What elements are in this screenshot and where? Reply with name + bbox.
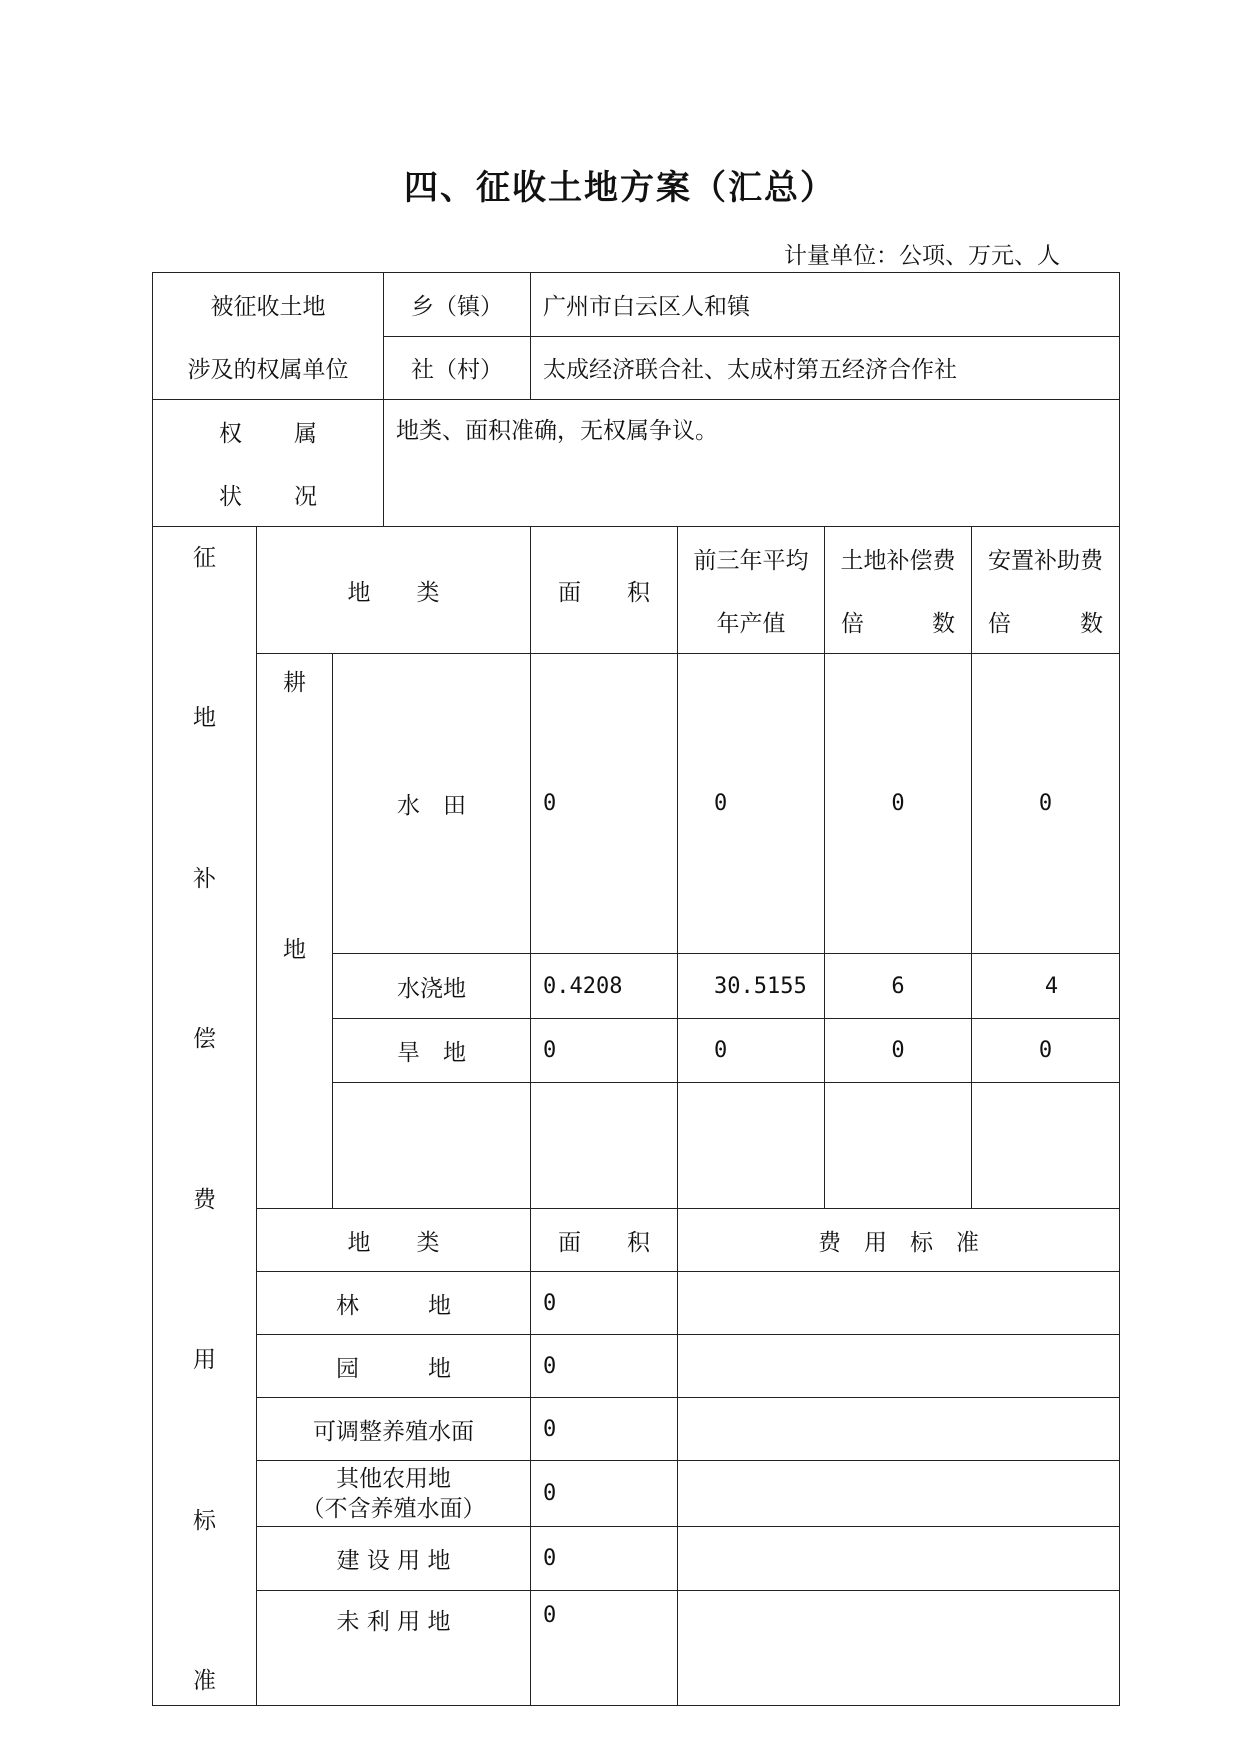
side-label-vertical [153, 527, 256, 1705]
side-label-char: 地 [193, 705, 216, 732]
status-label-cell [153, 400, 384, 527]
unit-label: 计量单位：公项、万元、人 [784, 243, 1060, 269]
side-label-char: 征 [193, 545, 216, 571]
table-row [153, 1527, 1120, 1591]
empty-cell [678, 1083, 825, 1209]
ownership-row-town [153, 273, 1120, 337]
status-row [153, 400, 1120, 527]
area-cell: 0 [531, 1272, 678, 1335]
area-cell: 0 [531, 1461, 678, 1527]
land-type-cell: 未 利 用 地 [257, 1591, 531, 1706]
resettle-multiple-cell: 4 [972, 954, 1120, 1018]
empty-cell [825, 1083, 972, 1209]
empty-cell [972, 1083, 1120, 1209]
header-avg-value-cell [678, 527, 825, 654]
cultivated-label-cell [257, 654, 333, 1209]
village-label: 社（村） [384, 336, 531, 400]
header-resettle-line2-a: 倍 [988, 611, 1011, 637]
table-row [153, 1591, 1120, 1706]
fee-cell [678, 1272, 1120, 1335]
table-row [153, 1272, 1120, 1335]
header-avg-value-line1: 前三年平均 [693, 548, 809, 574]
status-value: 地类、面积准确，无权属争议。 [384, 400, 1120, 527]
table-row [153, 1461, 1120, 1527]
other-land-header-row [153, 1209, 1120, 1272]
side-label-char: 偿 [193, 1026, 216, 1053]
area-cell: 0 [531, 654, 678, 954]
fee-cell [678, 1527, 1120, 1591]
land-type-cell: 建 设 用 地 [257, 1527, 531, 1591]
side-label-char: 标 [193, 1507, 216, 1534]
comp-multiple-cell: 0 [825, 1018, 972, 1082]
village-value: 太成经济联合社、太成村第五经济合作社 [531, 336, 1120, 400]
header2-land-type: 地 类 [257, 1209, 531, 1272]
side-label-char: 准 [193, 1667, 216, 1694]
comp-multiple-cell: 0 [825, 654, 972, 954]
status-label-char: 权 [219, 421, 242, 447]
land-type-cell: 水 田 [333, 654, 531, 954]
area-cell: 0 [531, 1018, 678, 1082]
land-type-cell: 林 地 [257, 1272, 531, 1335]
cultivated-label-char: 地 [283, 937, 306, 963]
land-type-cell: 可调整养殖水面 [257, 1398, 531, 1461]
header-comp-line2-b: 数 [932, 611, 955, 637]
fee-cell [678, 1335, 1120, 1398]
avg-value-cell: 0 [678, 1018, 825, 1082]
side-label-cell [153, 527, 257, 1706]
header-land-type: 地 类 [257, 527, 531, 654]
header2-area: 面 积 [531, 1209, 678, 1272]
table-row [153, 654, 1120, 954]
side-label-char: 补 [193, 865, 216, 892]
empty-cell [531, 1083, 678, 1209]
town-value: 广州市白云区人和镇 [531, 273, 1120, 337]
ownership-label-cell [153, 273, 384, 400]
header-resettle-cell [972, 527, 1120, 654]
land-type-cell [257, 1461, 531, 1527]
side-label-char: 用 [193, 1347, 216, 1374]
header-area: 面 积 [531, 527, 678, 654]
page-title: 四、征收土地方案（汇总） [404, 168, 836, 208]
header-comp-cell [825, 527, 972, 654]
header-comp-line1: 土地补偿费 [840, 548, 956, 574]
header-avg-value-line2: 年产值 [716, 611, 786, 637]
table-row [153, 1335, 1120, 1398]
land-type-line2: （不含养殖水面） [301, 1495, 486, 1522]
fee-cell [678, 1591, 1120, 1706]
comp-multiple-cell: 6 [825, 954, 972, 1018]
land-acquisition-table [152, 272, 1120, 1706]
resettle-multiple-cell: 0 [972, 654, 1120, 954]
header-resettle-line2-b: 数 [1080, 611, 1103, 637]
avg-value-cell: 0 [678, 654, 825, 954]
ownership-label-line1: 被征收土地 [210, 294, 326, 320]
resettle-multiple-cell: 0 [972, 1018, 1120, 1082]
ownership-label-line2: 涉及的权属单位 [187, 357, 349, 383]
status-label-char: 况 [294, 484, 317, 510]
avg-value-cell: 30.5155 [678, 954, 825, 1018]
area-cell: 0 [531, 1591, 678, 1706]
land-type-cell: 旱 地 [333, 1018, 531, 1082]
status-label-char: 属 [294, 421, 317, 447]
area-cell: 0 [531, 1398, 678, 1461]
header2-fee-standard: 费 用 标 准 [678, 1209, 1120, 1272]
header-comp-line2-a: 倍 [841, 611, 864, 637]
area-cell: 0.4208 [531, 954, 678, 1018]
side-label-char: 费 [193, 1186, 216, 1213]
land-type-cell: 园 地 [257, 1335, 531, 1398]
cultivated-header-row [153, 527, 1120, 654]
land-type-cell: 水浇地 [333, 954, 531, 1018]
land-type-line1: 其他农用地 [336, 1465, 451, 1492]
area-cell: 0 [531, 1527, 678, 1591]
cultivated-label-char: 耕 [283, 670, 306, 696]
town-label: 乡（镇） [384, 273, 531, 337]
empty-cell [333, 1083, 531, 1209]
table-row [153, 1398, 1120, 1461]
status-label-char: 状 [219, 484, 242, 510]
fee-cell [678, 1461, 1120, 1527]
header-resettle-line1: 安置补助费 [988, 548, 1103, 574]
area-cell: 0 [531, 1335, 678, 1398]
fee-cell [678, 1398, 1120, 1461]
